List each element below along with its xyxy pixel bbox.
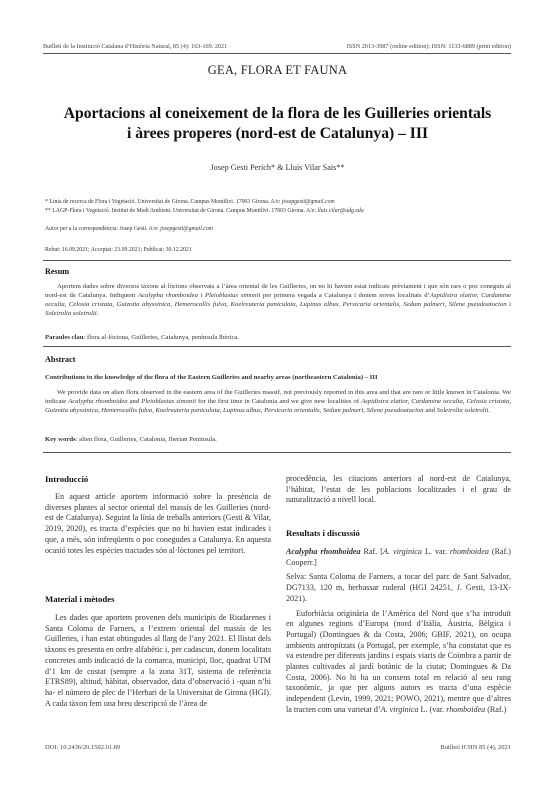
resum-bottom-rule	[43, 346, 511, 347]
issn: ISSN 2013-3987 (online edition): ISSN: 1133-6889 (print edition)	[346, 43, 511, 50]
species-entry	[286, 547, 511, 716]
doi[interactable]: DOI: 10.2436/20.1502.01.89	[45, 744, 121, 751]
authors: Josep Gesti Perich* & Lluís Vilar Sais**	[210, 163, 345, 172]
header-rule	[43, 53, 511, 54]
title-line-1: Aportacions al coneixement de la flora de les Guilleries orientals	[63, 105, 492, 122]
affiliation-2-text: ** LAGP-Flora i Vegetació. Institut de Medi Ambient. Universitat de Girona. Campus Montilivi. 17003 Girona. A/e:	[45, 208, 318, 214]
resum-keywords: Paraules clau: flora al·lòctona, Guilleries, Catalunya, península Ibèrica.	[45, 334, 240, 341]
keywords-label: Paraules clau	[45, 334, 84, 341]
resum-top-rule	[43, 260, 511, 261]
footer-journal: Butlletí ICHN 85 (4), 2021	[440, 744, 511, 751]
methods-text: Les dades que aportem provenen dels municipis de Riudarenes i Santa Coloma de Farners, a l’extrem oriental del massís de les Guilleries, i han estat obtingudes al llarg de l’any 2021. El llistat dels tàxons es presenta en ordre alfabètic i, per cadascun, donem localitats concretes amb indicació de la comarca, municipi, lloc, quadrat UTM d’1 km de costat (sempre a la zona 31T, sistema de referència ETRS89), altitud, hàbitat, observador, data d’observació i -quan n’hi ha- el número de plec de l’Herbari de la Universitat de Girona (HGI). A cada tàxon fem una breu descripció de l’àrea de	[45, 613, 271, 708]
section-label: GEA, FLORA ET FAUNA	[207, 63, 348, 77]
abstract-text: We provide data on alien flora observed in the eastern area of the Guilleries massif, not previously reported in this area and that are rare or little known in Catalonia. We indicate Acalypha rhomboidea and Pleioblastus simonii for the first time in Catalonia and we give new localities of Aspidistra elatior, Cardamine occulta, Celosia cristata, Guizotia abyssinica, Hemerocallis fulva, Koelreuteria paniculata, Lupinus albus, Persicaria orientalis, Sedum palmeri, Silene pseudoatocion and Soleirolia soleirolii.	[45, 389, 511, 414]
abstract-bottom-rule	[43, 452, 511, 453]
correspondence	[45, 225, 213, 234]
affiliation-1-email[interactable]: josepgesti@gmail.com	[281, 199, 335, 205]
abstract-heading: Abstract	[45, 355, 76, 364]
species-locality: Selva: Santa Coloma de Farners, a tocar del parc de Sant Salvador, DG7133, 120 m, herbassar ruderal (HGI 24251, J. Gesti, 13-IX-2021).	[286, 572, 511, 603]
abstract-subtitle: Contributions to the knowledge of the flora of the Eastern Guilleries and nearby areas (northeastern Catalonia) – III	[45, 374, 378, 381]
keywords-label: Key words	[45, 436, 76, 443]
intro-heading: Introducció	[45, 474, 89, 484]
dates: Rebut: 16.09.2021; Acceptat: 23.09.2021; Publicat: 30.12.2021	[45, 247, 192, 253]
species-title: Acalypha rhomboidea Raf. [A. virginica L. var. rhomboidea (Raf.) Cooperr.]	[286, 547, 512, 567]
affiliation-2-email[interactable]: lluis.vilar@udg.edu	[317, 208, 364, 214]
journal-citation: Butlletí de la Institució Catalana d’Història Natural, 85 (4): 163-169. 2021	[43, 43, 228, 50]
title-line-2: i àrees properes (nord-est de Catalunya) – III	[126, 125, 429, 142]
methods-heading: Material i mètodes	[45, 594, 115, 604]
results-heading: Resultats i discussió	[286, 528, 360, 538]
intro-continued: procedència, les citacions anteriors al nord-est de Catalunya, l’hàbitat, l’estat de les poblacions localitzades i el grau de naturalització a nivell local.	[286, 474, 511, 505]
resum-text: Aportem dades sobre diversos tàxons al·lòctons observats a l’àrea oriental de les Guilleries, on no hi havien estat indicats prèviament i que són rars o poc coneguts al nord-est de Catalunya. Indiquem Acalypha rhomboidea i Pleioblastus simonii per primera vegada a Catalunya i donem noves localitats d’Aspidistra elatior, Cardamine occulta, Celosia cristata, Guizotia abyssinica, Hemerocallis fulva, Koelreuteria paniculata, Lupinus albus, Persicaria orientalis, Sedum palmeri, Silene pseudoatocion i Soleirolia soleirolii.	[45, 283, 512, 317]
affiliation-1	[45, 198, 335, 207]
species-discussion: Euforbiàcia originària de l’Amèrica del Nord que s’ha introduït en algunes regions d’Europa (nord d’Itàlia, Àustria, Bèlgica i Portugal) (Domingues & da Costa, 2006; GBIF, 2021), on ocupa ambients antropitzats (a Portugal, per exemple, s’ha constatat que es va estendre per diferents jardins i espais viaris de Coimbra a partir de plantes cultivades al jardí botànic de la ciutat; Domingues & Da Costa, 2006). No hi ha un consens total en relació al seu rang taxonòmic, ja que per alguns autors es tracta d’una espècie independent (Levin, 1999, 2021; POWO, 2021), mentre que d’altres la tracten com una varietat d’A. virginica L. (var. rhomboidea (Raf.)	[286, 608, 511, 714]
resum-heading: Resum	[45, 267, 70, 276]
affiliation-1-text: * Línia de recerca de Flora i Vegetació. Universitat de Girona. Campus Montilivi. 17003 Girona. A/e:	[45, 199, 282, 205]
affiliation-2	[45, 207, 364, 216]
intro-text: En aquest article aportem informació sobre la presència de diverses plantes al sector oriental del massís de les Guilleries (nord-est de Catalunya). Seguint la línia de treballs anteriors (Gesti & Vilar, 2019, 2020), es tracta d’espècies que no hi havien estat indicades i que, a més, són infreqüents o poc conegudes a Catalunya. En aquesta ocasió totes les espècies tractades són al·lòctones pel territori.	[45, 492, 271, 555]
abstract-keywords: Key words: alien flora, Guilleries, Catalonia, Iberian Peninsula.	[45, 436, 217, 443]
correspondence-email[interactable]: josepgesti@gmail.com	[160, 226, 213, 232]
article-title	[40, 104, 515, 144]
correspondence-text: Autor per a la correspondència: Josep Gesti. A/e:	[45, 226, 161, 232]
